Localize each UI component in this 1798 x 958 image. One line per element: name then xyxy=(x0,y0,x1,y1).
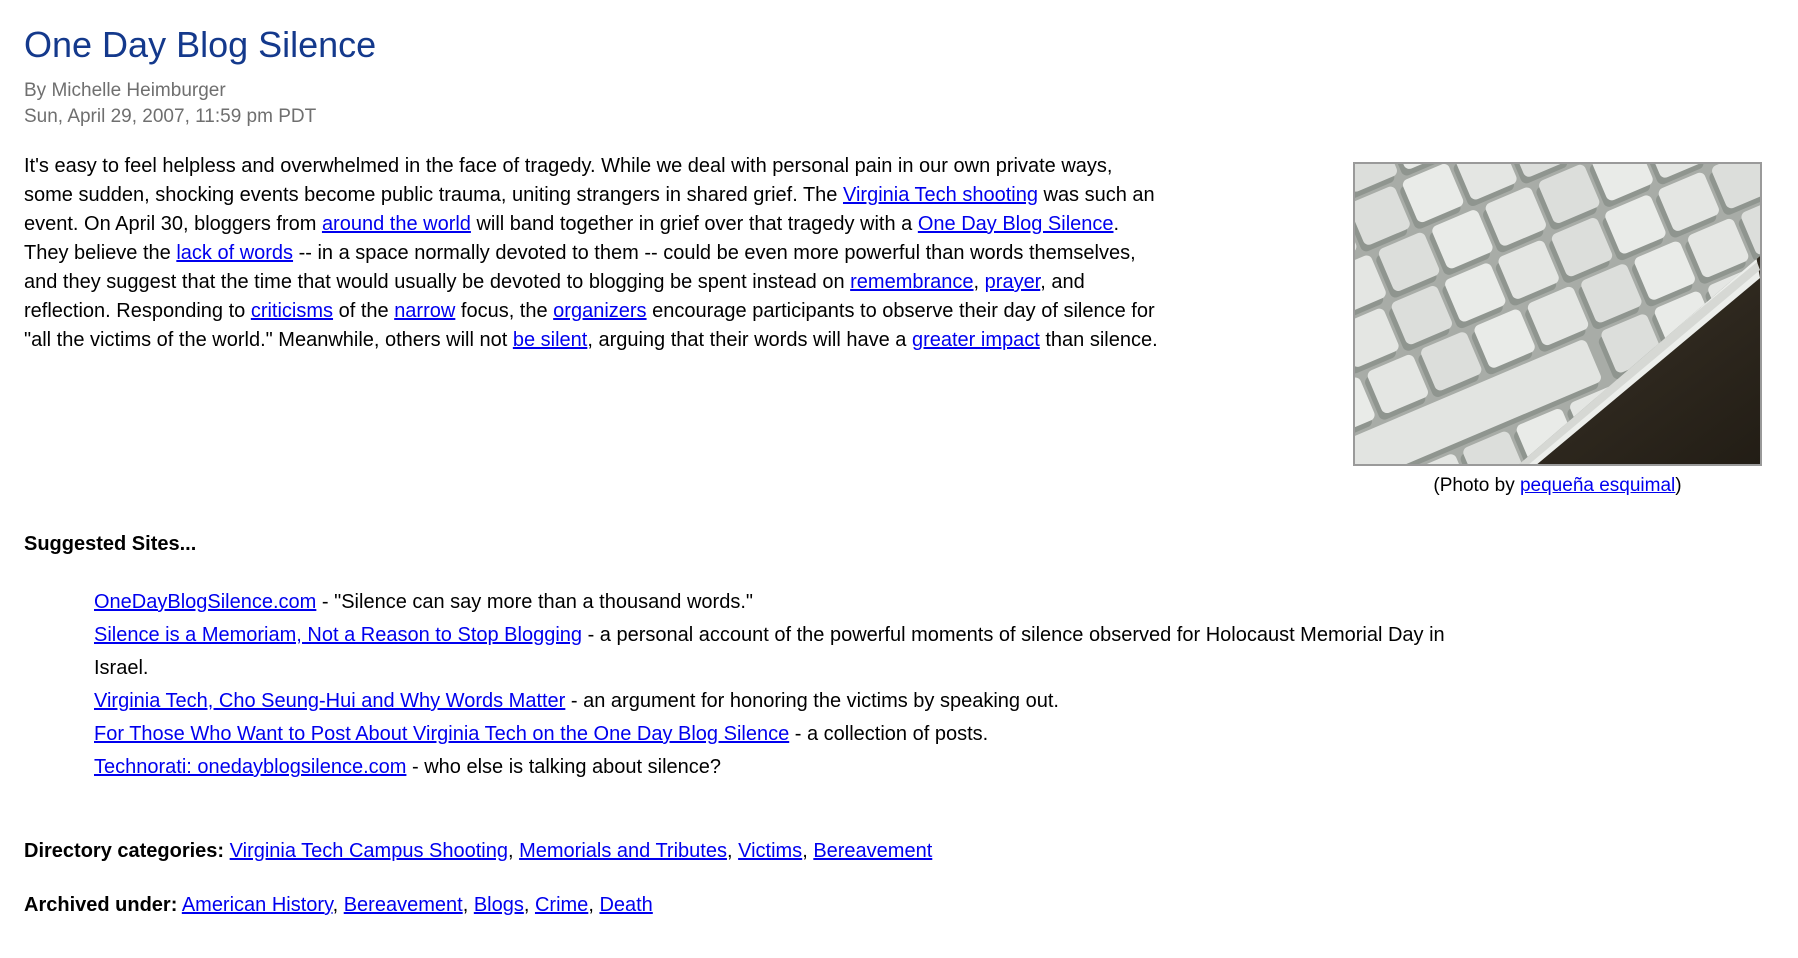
archived-under-row xyxy=(24,892,1798,918)
photo-figure xyxy=(1353,162,1762,497)
suggested-site-link[interactable]: Virginia Tech, Cho Seung-Hui and Why Words Matter xyxy=(94,690,565,712)
site-description: - a collection of posts. xyxy=(789,723,988,745)
photo-caption-text: ) xyxy=(1675,475,1681,496)
photo-caption-text: (Photo by xyxy=(1433,475,1520,496)
keyboard-photo xyxy=(1353,162,1762,466)
list-item xyxy=(94,718,1494,751)
article-link[interactable]: be silent xyxy=(513,329,588,351)
page-title: One Day Blog Silence xyxy=(24,24,1798,66)
article-link[interactable]: narrow xyxy=(394,300,455,322)
article-paragraph: It's easy to feel helpless and overwhelmed in the face of tragedy. While we deal with personal pain in our own private ways, some sudden, shocking events become public trauma, uniting strangers in shared grief. The Virginia Tech shooting was such an event. On April 30, bloggers from around the world will band together in grief over that tragedy with a One Day Blog Silence. They believe the lack of words -- in a space normally devoted to them -- could be even more powerful than words themselves, and they suggest that the time that would usually be devoted to blogging be spent instead on remembrance, prayer, and reflection. Responding to criticisms of the narrow focus, the organizers encourage participants to observe their day of silence for "all the victims of the world." Meanwhile, others will not be silent, arguing that their words will have a greater impact than silence. xyxy=(24,152,1159,497)
directory-category-link[interactable]: Bereavement xyxy=(813,840,932,862)
article-link[interactable]: criticisms xyxy=(251,300,333,322)
list-item xyxy=(94,685,1494,718)
list-item xyxy=(94,619,1494,685)
archived-under-link[interactable]: Death xyxy=(599,894,652,916)
suggested-sites-heading: Suggested Sites... xyxy=(24,533,1798,556)
post-date: Sun, April 29, 2007, 11:59 pm PDT xyxy=(24,104,1798,130)
article-link[interactable]: prayer xyxy=(985,271,1041,293)
article-link[interactable]: greater impact xyxy=(912,329,1040,351)
site-description: - who else is talking about silence? xyxy=(406,756,721,778)
archived-under-label: Archived under: xyxy=(24,894,177,916)
photo-credit-link[interactable]: pequeña esquimal xyxy=(1520,475,1675,496)
list-item xyxy=(94,586,1494,619)
directory-categories-links: Virginia Tech Campus Shooting, Memorials and Tributes, Victims, Bereavement xyxy=(230,840,933,862)
article-body xyxy=(24,152,1762,497)
blog-post-page xyxy=(24,24,1798,918)
byline-block xyxy=(24,78,1798,130)
archived-under-links: American History, Bereavement, Blogs, Crime, Death xyxy=(182,894,653,916)
list-item xyxy=(94,751,1494,784)
suggested-site-link[interactable]: For Those Who Want to Post About Virginia Tech on the One Day Blog Silence xyxy=(94,723,789,745)
directory-category-link[interactable]: Virginia Tech Campus Shooting xyxy=(230,840,508,862)
article-link[interactable]: organizers xyxy=(553,300,646,322)
article-link[interactable]: One Day Blog Silence xyxy=(918,213,1114,235)
directory-categories-label: Directory categories: xyxy=(24,840,224,862)
site-description: - an argument for honoring the victims by speaking out. xyxy=(565,690,1059,712)
directory-category-link[interactable]: Memorials and Tributes xyxy=(519,840,727,862)
author-byline: By Michelle Heimburger xyxy=(24,78,1798,104)
article-link[interactable]: around the world xyxy=(322,213,471,235)
suggested-site-link[interactable]: OneDayBlogSilence.com xyxy=(94,591,316,613)
photo-caption xyxy=(1353,475,1762,497)
suggested-sites-list xyxy=(94,586,1494,784)
article-link[interactable]: lack of words xyxy=(176,242,293,264)
directory-categories-row xyxy=(24,838,1798,864)
directory-category-link[interactable]: Victims xyxy=(738,840,802,862)
suggested-site-link[interactable]: Technorati: onedayblogsilence.com xyxy=(94,756,406,778)
article-link[interactable]: remembrance xyxy=(850,271,973,293)
suggested-site-link[interactable]: Silence is a Memoriam, Not a Reason to Stop Blogging xyxy=(94,624,582,646)
site-description: - "Silence can say more than a thousand words." xyxy=(316,591,753,613)
article-link[interactable]: Virginia Tech shooting xyxy=(843,184,1038,206)
archived-under-link[interactable]: American History xyxy=(182,894,333,916)
archived-under-link[interactable]: Blogs xyxy=(474,894,524,916)
archived-under-link[interactable]: Crime xyxy=(535,894,588,916)
archived-under-link[interactable]: Bereavement xyxy=(344,894,463,916)
site-description: - a personal account of the powerful moments of silence observed for Holocaust Memorial Day in Israel. xyxy=(94,624,1445,679)
